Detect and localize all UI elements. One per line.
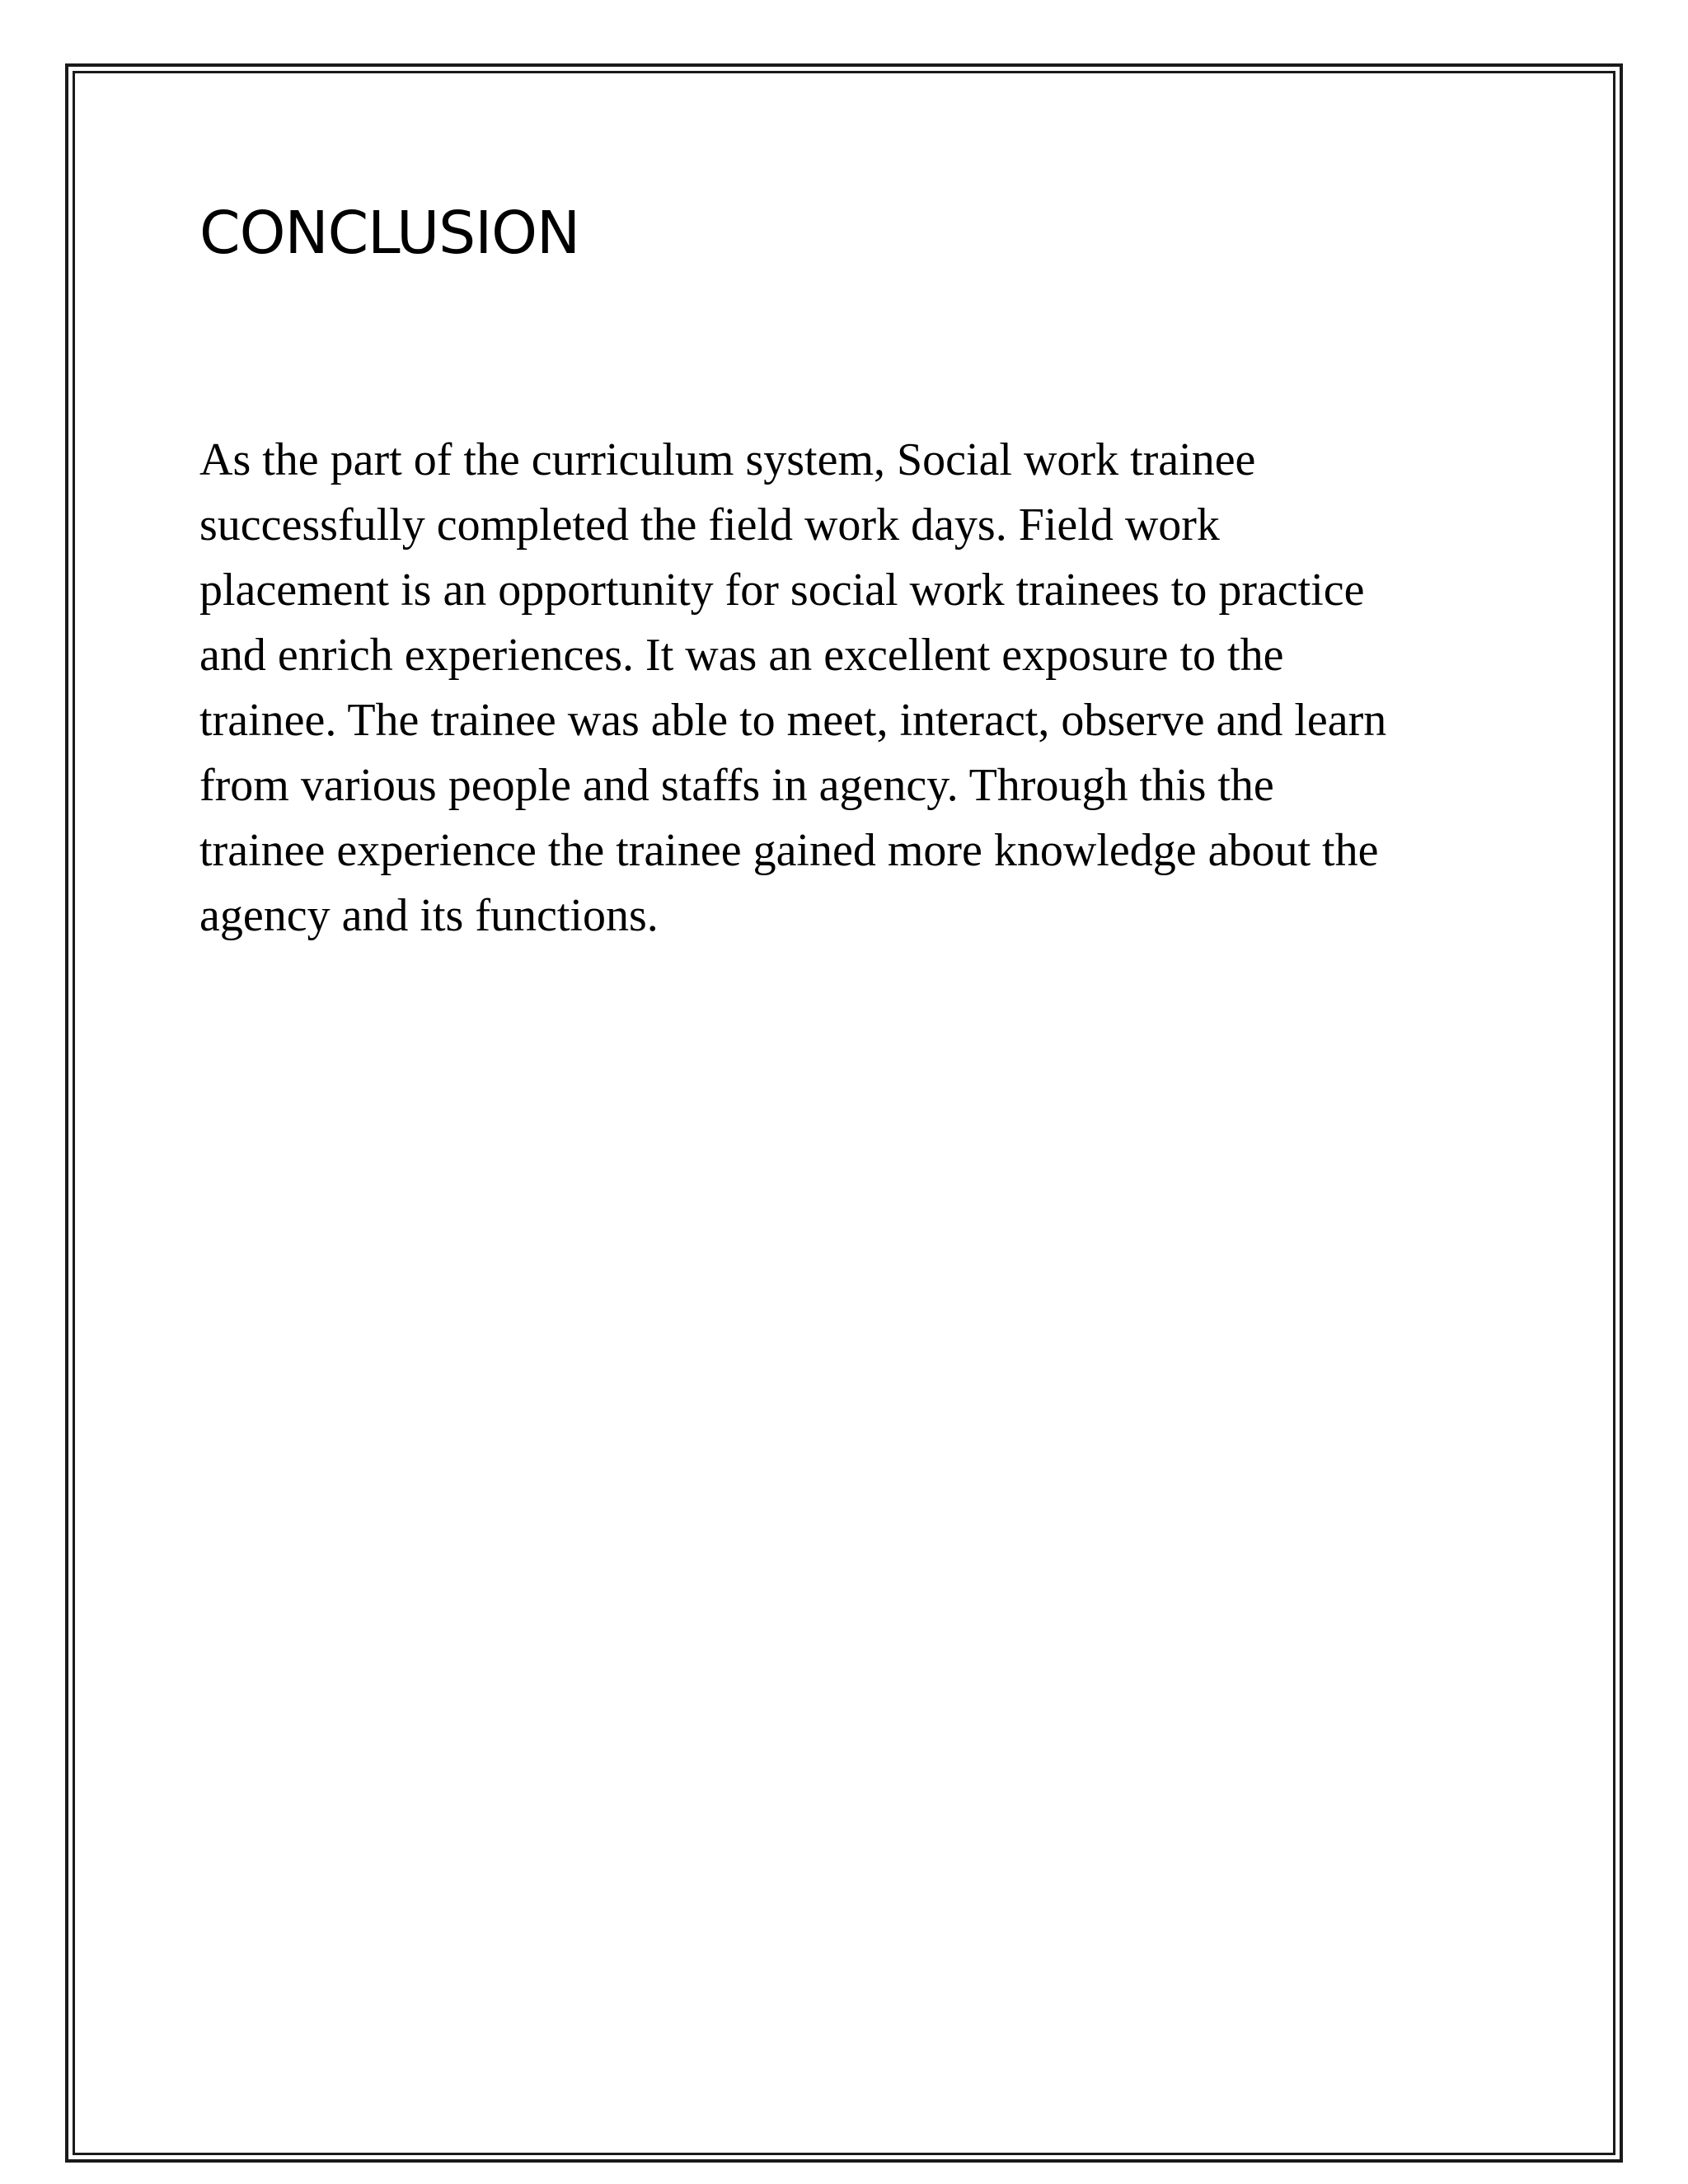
conclusion-paragraph [199, 428, 1543, 949]
paragraph-line: trainee experience the trainee gained more knowledge about the [199, 825, 1379, 876]
paragraph-line: agency and its functions. [199, 890, 659, 941]
page-title: CONCLUSION [199, 199, 580, 267]
paragraph-line: placement is an opportunity for social work trainees to practice [199, 565, 1365, 616]
paragraph-line: from various people and staffs in agency. Through this the [199, 760, 1274, 811]
page-border-inner [73, 71, 1615, 2155]
paragraph-line: As the part of the curriculum system, Social work trainee [199, 434, 1256, 485]
paragraph-line: trainee. The trainee was able to meet, interact, observe and learn [199, 695, 1387, 746]
paragraph-line: and enrich experiences. It was an excellent exposure to the [199, 630, 1284, 681]
paragraph-line: successfully completed the field work days. Field work [199, 499, 1220, 551]
